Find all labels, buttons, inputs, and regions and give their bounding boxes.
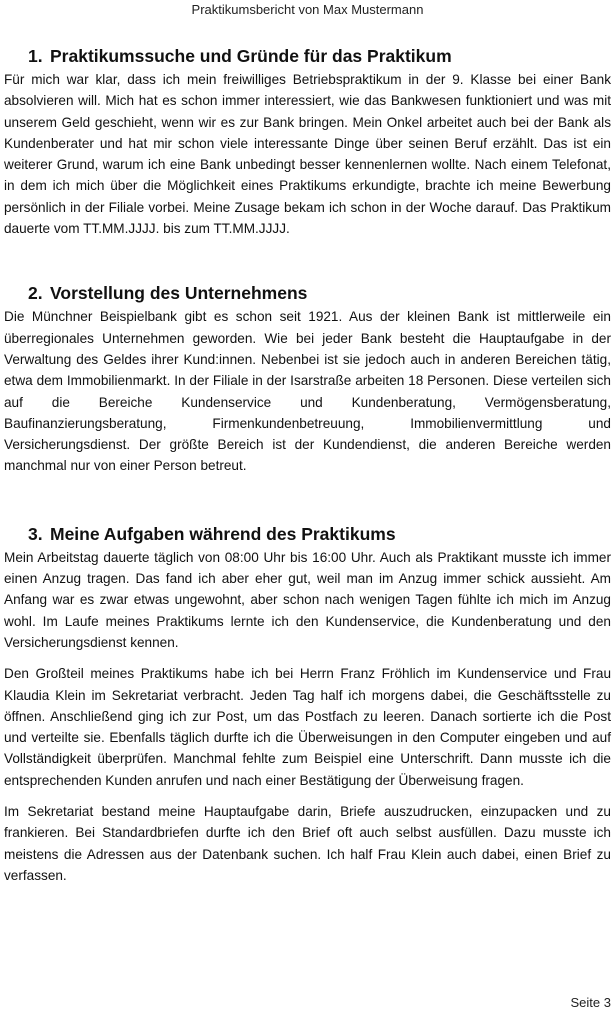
section-title: Praktikumssuche und Gründe für das Praktikum <box>50 46 452 66</box>
section-heading <box>4 522 611 546</box>
paragraph: Den Großteil meines Praktikums habe ich bei Herrn Franz Fröhlich im Kundenservice und Frau Klaudia Klein im Sekretariat verbracht. Jeden Tag half ich morgens dabei, die Geschäftsstelle zu öffnen. Anschließend ging ich zur Post, um das Postfach zu leeren. Danach sortierte ich die Post und verteilte sie. Ebenfalls täglich durfte ich die Überweisungen in den Computer eingeben und auf Vollständigkeit überprüfen. Manchmal fehlte zum Beispiel eine Unterschrift. Dann musste ich die entsprechenden Kunden anrufen und nach einer Bestätigung der Überweisung fragen. <box>4 666 611 788</box>
section-number: 2. <box>28 283 43 304</box>
page-header: Praktikumsbericht von Max Mustermann <box>191 2 424 17</box>
section-title: Vorstellung des Unternehmens <box>50 283 308 304</box>
paragraph: Die Münchner Beispielbank gibt es schon seit 1921. Aus der kleinen Bank ist mittlerweile ein überregionales Unternehmen geworden. Wie bei jeder Bank besteht die Hauptaufgabe in der Verwaltung des Geldes ihrer Kund:innen. Nebenbei ist sie jedoch auch in anderen Bereichen tätig, etwa dem Immobilienmarkt. In der Filiale in der Isarstraße arbeiten 18 Personen. Diese verteilen sich auf die Bereiche Kundenservice und Kundenberatung, Vermögensberatung, Baufinanzierungsberatung, Firmenkundenbetreuung, Immobilienvermittlung und Versicherungsdienst. Der größte Bereich ist der Kundendienst, die anderen Bereiche werden manchmal nur von einer Person betreut. <box>4 309 611 474</box>
section-heading <box>4 281 611 305</box>
section-title: Meine Aufgaben während des Praktikums <box>50 523 396 544</box>
section-number: 3. <box>28 523 43 544</box>
page-number: Seite 3 <box>570 995 611 1010</box>
section-1 <box>4 44 611 239</box>
section-number: 1. <box>28 46 43 66</box>
document-body <box>4 44 611 886</box>
paragraph: Im Sekretariat bestand meine Hauptaufgabe darin, Briefe auszudrucken, einzupacken und zu frankieren. Bei Standardbriefen durfte ich den Brief oft auch selbst ausfüllen. Dazu musste ich meistens die Adressen aus der Datenbank suchen. Ich half Frau Klein auch dabei, einen Brief zu verfassen. <box>4 804 611 883</box>
section-heading <box>4 44 611 68</box>
section-2 <box>4 281 611 476</box>
paragraph: Für mich war klar, dass ich mein freiwilliges Betriebspraktikum in der 9. Klasse bei einer Bank absolvieren will. Mich hat es schon immer interessiert, wie das Bankwesen funktioniert und was mit unserem Geld geschieht, wenn wir es zur Bank bringen. Mein Onkel arbeitet auch bei der Bank als Kundenberater und hat mir schon viele interessante Dinge über seinen Beruf erzählt. Das ist ein weiterer Grund, warum ich eine Bank unbedingt besser kennenlernen wollte. Nach einem Telefonat, in dem ich mich über die Möglichkeit eines Praktikums erkundigte, brachte ich meine Bewerbung persönlich in der Filiale vorbei. Meine Zusage bekam ich schon in der Woche darauf. Das Praktikum dauerte vom TT.MM.JJJJ. bis zum TT.MM.JJJJ. <box>4 72 611 237</box>
section-3 <box>4 522 611 886</box>
paragraph: Mein Arbeitstag dauerte täglich von 08:00 Uhr bis 16:00 Uhr. Auch als Praktikant musste ich immer einen Anzug tragen. Das fand ich aber eher gut, weil man im Anzug immer schick aussieht. Am Anfang war es zwar etwas ungewohnt, aber schon nach wenigen Tagen fühlte ich mich im Anzug wohl. Im Laufe meines Praktikums lernte ich den Kundenservice, die Kundenberatung und den Versicherungsdienst kennen. <box>4 549 611 650</box>
